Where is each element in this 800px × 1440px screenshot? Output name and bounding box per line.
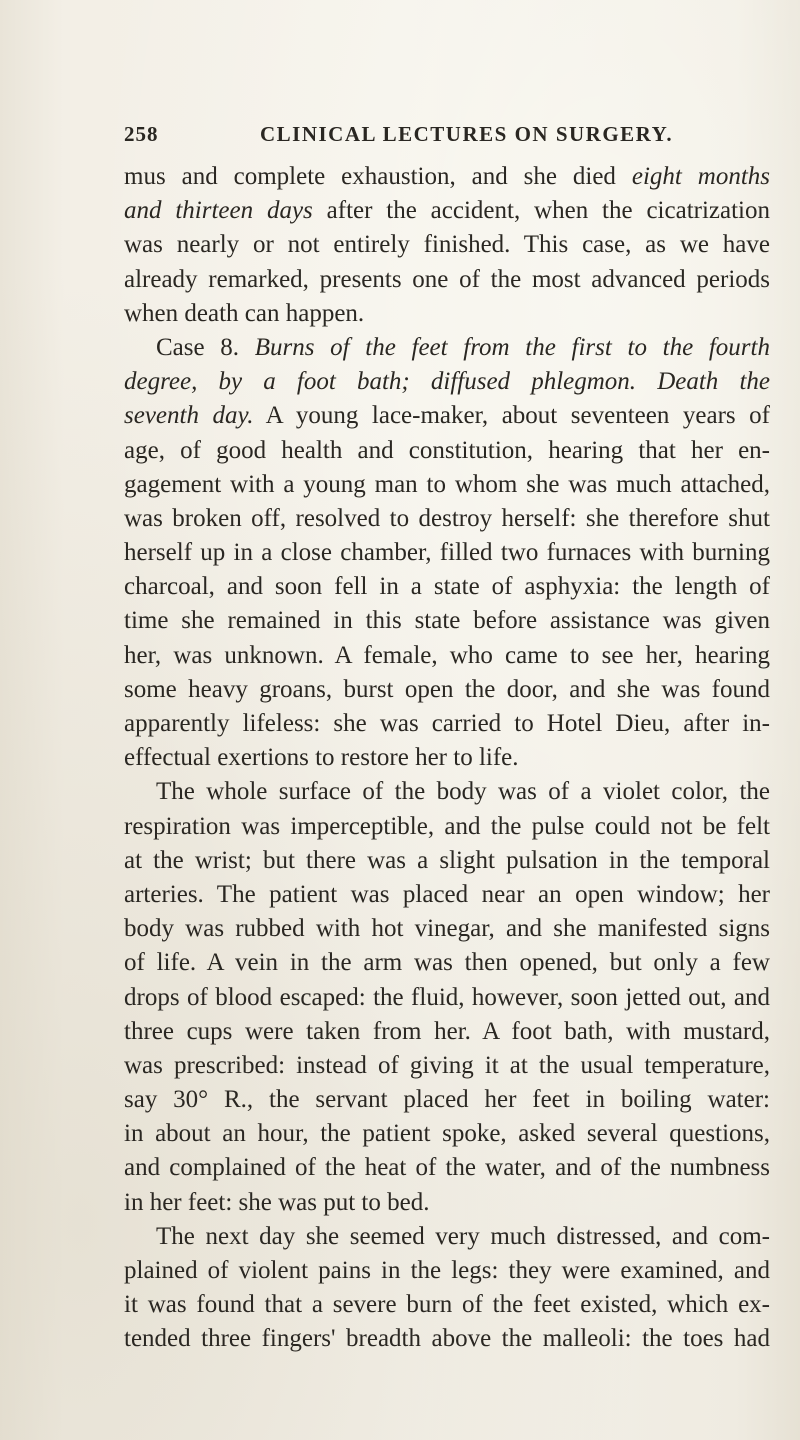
case-title-cont: degree, by a foot bath; diffused phlegmon. Death the	[124, 368, 770, 396]
text-line: and complained of the heat of the water, and of the numbness	[124, 1154, 770, 1182]
text-span: after the accident, when the cicatrization	[312, 197, 770, 225]
text-line: at the wrist; but there was a slight pulsation in the temporal	[124, 846, 770, 874]
text-line	[124, 194, 800, 228]
text-line: already remarked, presents one of the most advanced periods	[124, 265, 770, 293]
text-line: age, of good health and constitution, hearing that her en-	[124, 436, 770, 464]
case-title-end: seventh day.	[124, 402, 254, 430]
text-line: was broken off, resolved to destroy herself: she therefore shut	[124, 504, 770, 532]
paragraph-start-line: The whole surface of the body was of a violet color, the	[156, 778, 770, 806]
text-line: drops of blood escaped: the fluid, however, soon jetted out, and	[124, 983, 770, 1011]
paragraph-start-line: The next day she seemed very much distressed, and com-	[156, 1222, 770, 1250]
text-line: it was found that a severe burn of the feet existed, which ex-	[124, 1291, 770, 1319]
text-line: when death can happen.	[124, 299, 365, 327]
body-text	[124, 160, 800, 1357]
text-line: time she remained in this state before assistance was given	[124, 607, 770, 635]
text-line: plained of violent pains in the legs: they were examined, and	[124, 1257, 770, 1284]
italic-span: and thirteen days	[124, 197, 313, 225]
text-line: body was rubbed with hot vinegar, and she manifested signs	[124, 915, 770, 943]
page-header	[124, 118, 724, 152]
text-line: was prescribed: instead of giving it at the usual temperature,	[124, 1051, 770, 1079]
case-heading-line	[124, 331, 800, 365]
text-line: of life. A vein in the arm was then opened, but only a few	[124, 949, 770, 977]
text-span: A young lace-maker, about seventeen years of	[253, 402, 770, 430]
text-line: respiration was imperceptible, and the pulse could not be felt	[124, 812, 770, 840]
case-label: Case 8.	[156, 333, 255, 361]
text-line: effectual exertions to restore her to life.	[124, 744, 519, 772]
text-line: her, was unknown. A female, who came to see her, hearing	[124, 641, 770, 669]
text-span: mus and complete exhaustion, and she died	[124, 163, 632, 190]
text-line: herself up in a close chamber, filled two furnaces with burning	[124, 539, 770, 567]
case-title: Burns of the feet from the first to the fourth	[254, 333, 770, 361]
text-line: tended three fingers' breadth above the malleoli: the toes had	[124, 1325, 770, 1353]
text-line	[124, 365, 800, 399]
text-line: arteries. The patient was placed near an open window; her	[124, 880, 770, 908]
text-line: in her feet: she was put to bed.	[124, 1188, 430, 1216]
text-line: gagement with a young man to whom she was much attached,	[124, 470, 770, 498]
text-line: charcoal, and soon fell in a state of asphyxia: the length of	[124, 573, 770, 601]
italic-span: eight months	[631, 163, 770, 190]
text-line: say 30° R., the servant placed her feet in boiling water:	[124, 1086, 770, 1114]
text-line	[124, 160, 800, 194]
text-line	[124, 399, 800, 433]
text-line: three cups were taken from her. A foot bath, with mustard,	[124, 1017, 770, 1045]
text-line: in about an hour, the patient spoke, asked several questions,	[124, 1120, 770, 1148]
text-line: apparently lifeless: she was carried to Hotel Dieu, after in-	[124, 710, 770, 737]
page-number: 258	[124, 122, 159, 146]
text-line: was nearly or not entirely finished. This case, as we have	[124, 231, 770, 259]
running-head: CLINICAL LECTURES ON SURGERY.	[260, 122, 674, 146]
text-line: some heavy groans, burst open the door, and she was found	[124, 675, 770, 703]
